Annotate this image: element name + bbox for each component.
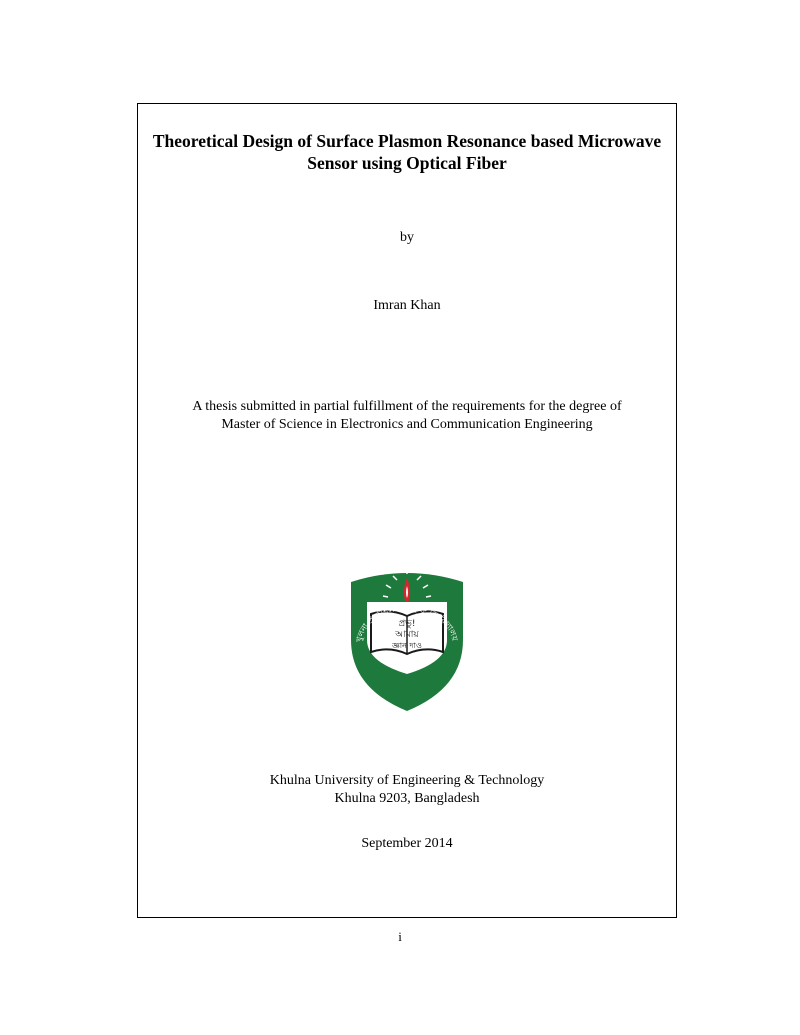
- submission-date: September 2014: [361, 836, 453, 851]
- thesis-title: [140, 130, 674, 174]
- motto-line-1: প্রভু!: [398, 619, 416, 629]
- statement-line-2: Master of Science in Electronics and Communication Engineering: [221, 417, 593, 432]
- university-crest-logo: [347, 570, 467, 712]
- title-line-2: Sensor using Optical Fiber: [307, 153, 507, 173]
- institution-address: Khulna 9203, Bangladesh: [334, 791, 480, 806]
- motto-line-2: আমায়: [395, 630, 419, 640]
- institution: [140, 772, 674, 808]
- institution-name: Khulna University of Engineering & Technology: [269, 773, 545, 788]
- title-line-1: Theoretical Design of Surface Plasmon Resonance based Microwave: [152, 131, 662, 151]
- motto-line-3: জ্ঞান দাও: [392, 641, 422, 650]
- ring-text: খুলনা প্রকৌশল ও প্রযুক্তি বিশ্ববিদ্যালয়: [354, 603, 460, 644]
- degree-statement: [140, 398, 674, 434]
- statement-line-1: A thesis submitted in partial fulfillment of the requirements for the degree of: [192, 399, 622, 414]
- by-label: by: [400, 230, 414, 245]
- author-name: Imran Khan: [373, 298, 441, 313]
- page-number: i: [398, 929, 402, 944]
